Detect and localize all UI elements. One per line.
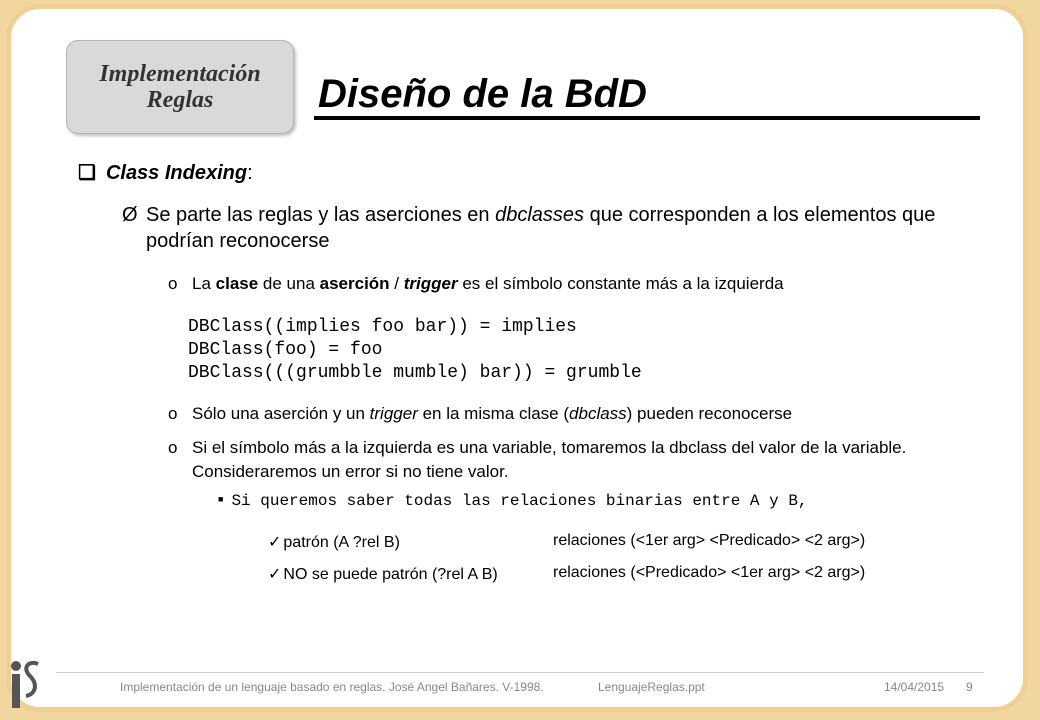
main-point: [122, 202, 962, 254]
footer-page-number: 9: [966, 680, 973, 694]
square-bullet-icon: ■: [218, 494, 224, 504]
text-run-italic: dbclass: [569, 404, 627, 423]
tag-line-1: Implementación: [99, 61, 261, 87]
logo-icon: [6, 652, 46, 714]
main-point-text: [122, 202, 962, 254]
section-label: Class Indexing: [105, 162, 248, 184]
text-run: de una: [258, 274, 320, 293]
section-heading: [78, 160, 253, 185]
text-run: La: [192, 274, 216, 293]
subpoint-text: [168, 272, 968, 296]
title-underline: [314, 116, 980, 120]
square-item: [218, 492, 808, 510]
subpoint-text: [168, 402, 968, 426]
section-tag: [66, 40, 294, 134]
footer-divider: [56, 672, 984, 673]
check-left-text: NO se puede patrón (?rel A B): [283, 566, 498, 583]
check-icon: ✓: [268, 566, 282, 583]
footer-date: 14/04/2015: [884, 680, 945, 694]
text-run: que corresponden a los elementos que podrían reconocerse: [146, 204, 936, 252]
text-run-italic: trigger: [369, 404, 418, 423]
text-run-bold-italic: trigger: [403, 274, 458, 293]
check-item-left: [268, 532, 400, 552]
check-item-left: [268, 564, 498, 584]
square-item-text: Si queremos saber todas las relaciones binarias entre A y B,: [231, 492, 808, 510]
text-run: Se parte las reglas y las aserciones en: [146, 204, 496, 226]
check-left-text: patrón (A ?rel B): [283, 534, 400, 551]
text-run: es el símbolo constante más a la izquierda: [457, 274, 784, 293]
subpoint-variable: [168, 436, 958, 484]
text-run-bold: aserción: [319, 274, 390, 293]
code-line: DBClass(((grumbble mumble) bar)) = grumble: [188, 363, 642, 383]
text-run-italic: dbclasses: [495, 204, 585, 226]
text-run: /: [389, 274, 404, 293]
check-icon: ✓: [268, 534, 282, 551]
code-line: DBClass(foo) = foo: [188, 340, 383, 360]
subpoint-same-class: [168, 402, 968, 426]
footer-credit: Implementación de un lenguaje basado en reglas. José Angel Bañares. V-1998.: [120, 680, 544, 694]
text-run: ) pueden reconocerse: [626, 404, 793, 423]
code-block: [188, 316, 642, 385]
check-item-right: relaciones (<Predicado> <1er arg> <2 arg>): [553, 564, 866, 581]
footer-filename: LenguajeReglas.ppt: [598, 680, 705, 694]
text-run: en la misma clase (: [417, 404, 570, 423]
slide-title: Diseño de la BdD: [318, 72, 647, 116]
arrow-bullet-icon: Ø: [122, 204, 138, 226]
tag-line-2: Reglas: [146, 87, 214, 113]
circle-bullet-icon: o: [168, 274, 178, 293]
checkbox-bullet-icon: ❑: [78, 162, 96, 184]
text-run-bold: clase: [215, 274, 259, 293]
check-item-right: relaciones (<1er arg> <Predicado> <2 arg>): [553, 532, 866, 549]
subpoint-class-definition: [168, 272, 968, 296]
circle-bullet-icon: o: [168, 404, 178, 423]
section-colon: :: [247, 162, 253, 184]
text-run: Sólo una aserción y un: [192, 404, 370, 423]
circle-bullet-icon: o: [168, 438, 178, 457]
subpoint-text: Si el símbolo más a la izquierda es una variable, tomaremos la dbclass del valor de la variable. Consideraremos un error si no tiene valor.: [192, 438, 907, 481]
code-line: DBClass((implies foo bar)) = implies: [188, 317, 577, 337]
